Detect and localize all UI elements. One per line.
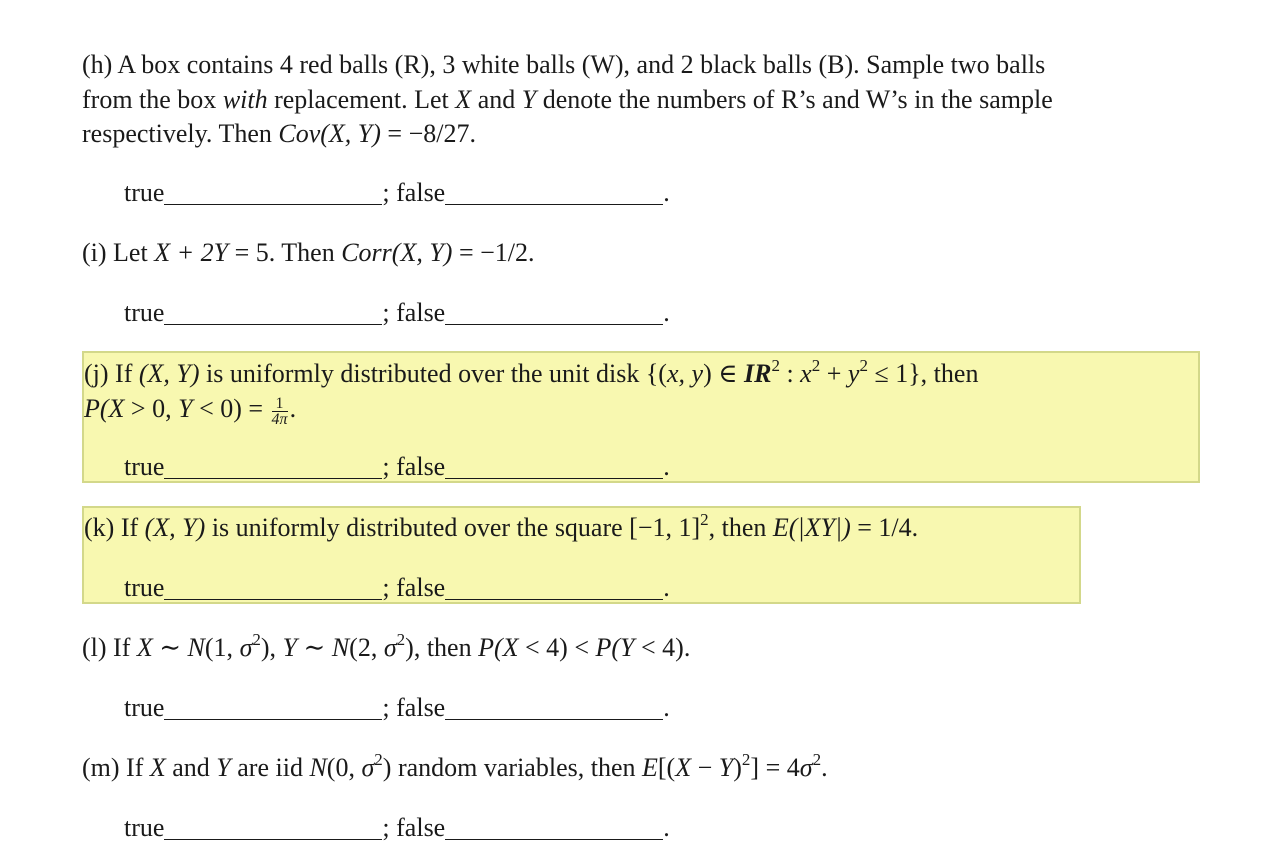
question-j-line1: (j) If (X, Y) is uniformly distributed over the unit disk {(x, y) ∈ $IR^2$ : $x^2 + y^2 \le 1$}, then [84,356,979,388]
question-h-line2: from the box with replacement. Let X and Y denote the numbers of R’s and W’s in the sample [82,85,1053,114]
answer-row-h: true ; false . [124,178,670,207]
question-l: (l) If X ∼ N(1, $\sigma^2$), Y ∼ N(2, $\sigma^2$), then P(X < 4) < P(Y < 4). [82,630,691,662]
false-blank-j[interactable] [445,452,663,479]
false-blank-k[interactable] [445,573,663,600]
answer-row-l: true ; false . [124,693,670,722]
true-blank-k[interactable] [164,573,382,600]
true-blank-i[interactable] [164,298,382,325]
question-m: (m) If X and Y are iid N(0, $\sigma^2$) random variables, then $E[(X - Y)^2] = 4\sigma^2$. [82,750,828,782]
answer-row-j: true ; false . [124,452,670,481]
false-blank-i[interactable] [445,298,663,325]
false-blank-h[interactable] [445,178,663,205]
question-k: (k) If (X, Y) is uniformly distributed over the square [−1, 1]$^2$, then E(|XY|) = 1/4. [84,510,919,542]
true-blank-j[interactable] [164,452,382,479]
question-j-line2: P(X > 0, Y < 0) = $\frac{1}{4\pi}$ . [84,394,297,428]
true-blank-m[interactable] [164,813,382,840]
question-i: (i) Let X + 2Y = 5. Then Corr(X, Y) = −1/2. [82,238,535,267]
answer-row-i: true ; false . [124,298,670,327]
false-blank-m[interactable] [445,813,663,840]
fraction-one-over-four-pi: $\frac{1}{4\pi}$ [271,394,288,428]
true-blank-h[interactable] [164,178,382,205]
false-blank-l[interactable] [445,693,663,720]
answer-row-k: true ; false . [124,573,670,602]
question-h-line1: (h) A box contains 4 red balls (R), 3 white balls (W), and 2 black balls (B). Sample two balls [82,50,1046,79]
true-blank-l[interactable] [164,693,382,720]
answer-row-m: true ; false . [124,813,670,842]
question-h-line3: respectively. Then Cov(X, Y) = −8/27. [82,119,476,148]
